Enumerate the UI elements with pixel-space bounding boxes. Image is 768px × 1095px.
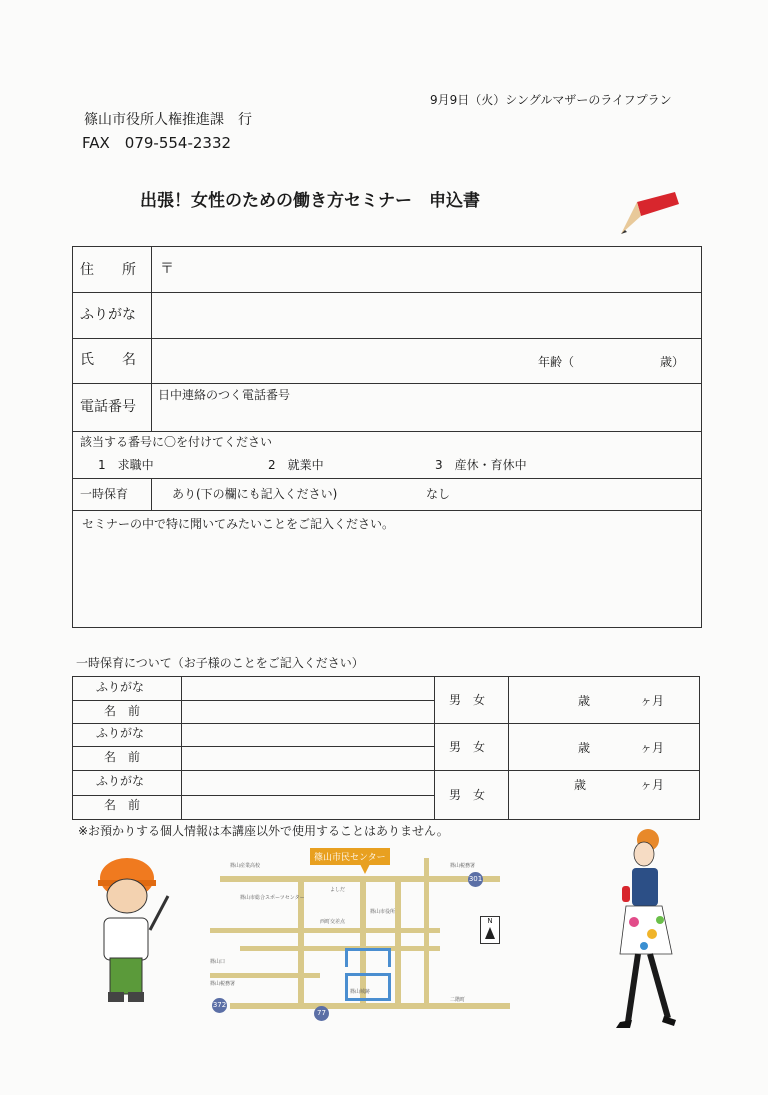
- route-marker: 372: [212, 998, 227, 1013]
- map-place-label: 篠山城跡: [350, 989, 371, 995]
- child-3-gender[interactable]: 男 女: [449, 788, 486, 802]
- children-heading: 一時保育について（お子様のことをご記入ください）: [76, 656, 364, 670]
- map-place-label: 篠山税務署: [210, 981, 236, 987]
- age-field[interactable]: [590, 344, 660, 378]
- name-field[interactable]: [155, 342, 525, 380]
- pencil-icon: [615, 190, 680, 242]
- status-option-2[interactable]: 2 就業中: [268, 458, 324, 472]
- status-prompt: 該当する番号に〇を付けてください: [80, 435, 273, 449]
- question-prompt: セミナーの中で特に聞いてみたいことをご記入ください。: [82, 517, 395, 531]
- map-place-label: 篠山産業高校: [230, 863, 261, 869]
- phone-label: 電話番号: [80, 399, 136, 415]
- status-option-1[interactable]: 1 求職中: [98, 458, 154, 472]
- page-title: 出張！女性のための働き方セミナー 申込書: [140, 191, 480, 211]
- access-map: [210, 848, 510, 1023]
- child-1-years: 歳: [578, 694, 591, 708]
- map-place-label: 二階町: [450, 997, 466, 1003]
- child-1-gender[interactable]: 男 女: [449, 693, 486, 707]
- north-arrow-icon: [480, 916, 500, 944]
- child-3-months: ヶ月: [640, 778, 665, 792]
- map-place-label: 西町交差点: [320, 919, 346, 925]
- route-marker: 301: [468, 872, 483, 887]
- phone-note: 日中連絡のつく電話番号: [158, 388, 291, 402]
- child-3-years: 歳: [574, 778, 587, 792]
- child-3-furigana-label: ふりがな: [96, 774, 145, 788]
- childcare-no-option[interactable]: なし: [426, 487, 451, 501]
- map-place-label: よしだ: [330, 887, 346, 893]
- child-3-name-label: 名 前: [104, 798, 141, 812]
- route-marker: 77: [314, 1006, 329, 1021]
- question-field[interactable]: [78, 536, 696, 624]
- child-2-furigana-label: ふりがな: [96, 726, 145, 740]
- name-label: 氏 名: [80, 352, 136, 368]
- privacy-note: ※お預かりする個人情報は本講座以外で使用することはありません。: [78, 824, 449, 838]
- child-2-name-label: 名 前: [104, 750, 141, 764]
- child-2-gender[interactable]: 男 女: [449, 740, 486, 754]
- phone-field[interactable]: [155, 404, 695, 428]
- child-2-months: ヶ月: [640, 741, 665, 755]
- address-field[interactable]: [180, 250, 695, 290]
- map-place-label: 篠山市総合スポーツセンター: [240, 895, 305, 901]
- children-table: [72, 676, 700, 820]
- child-1-furigana-label: ふりがな: [96, 680, 145, 694]
- north-label: N: [487, 917, 493, 925]
- child-1-months: ヶ月: [640, 694, 665, 708]
- postal-mark: 〒: [160, 261, 174, 277]
- furigana-field[interactable]: [155, 296, 695, 336]
- childcare-yes-option[interactable]: あり(下の欄にも記入ください): [172, 487, 338, 501]
- childcare-label: 一時保育: [80, 487, 129, 501]
- child-1-name-label: 名 前: [104, 704, 141, 718]
- map-place-label: 篠山市役所: [370, 909, 396, 915]
- status-option-3[interactable]: 3 産休・育休中: [435, 458, 527, 472]
- age-unit: 歳）: [660, 355, 685, 369]
- child-2-years: 歳: [578, 741, 591, 755]
- recipient: 篠山市役所人権推進課 行: [84, 112, 252, 128]
- woman-illustration: [600, 822, 690, 1042]
- age-label: 年齢（: [538, 355, 575, 369]
- map-place-label: 篠山税務署: [450, 863, 476, 869]
- event-note: 9月9日（火）シングルマザーのライフプラン: [430, 93, 672, 107]
- map-place-label: 篠山口: [210, 959, 226, 965]
- furigana-label: ふりがな: [80, 307, 136, 323]
- venue-label: 篠山市民センター: [310, 848, 390, 865]
- fax-number: FAX 079-554-2332: [82, 134, 232, 152]
- worker-illustration: [82, 850, 177, 1010]
- address-label: 住 所: [80, 262, 136, 278]
